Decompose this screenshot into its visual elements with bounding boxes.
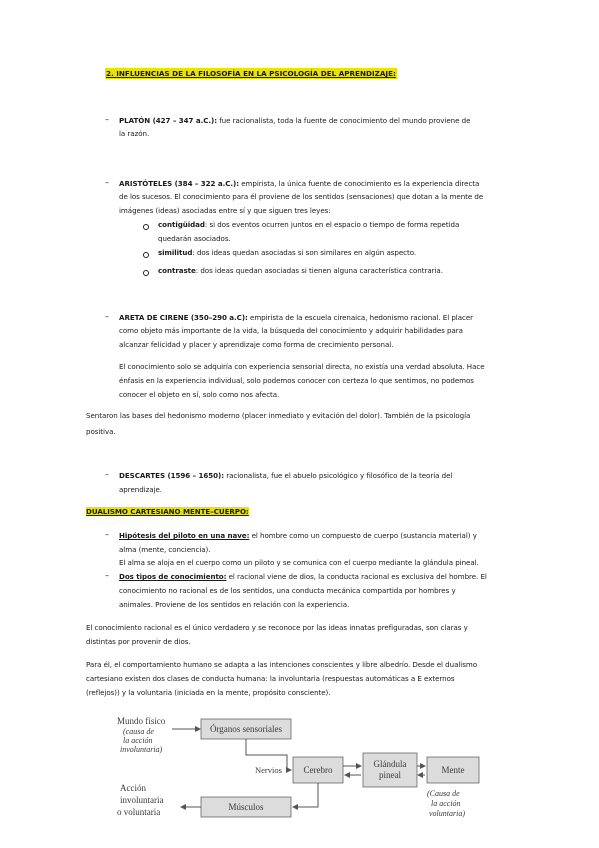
- descartes-name: DESCARTES (1596 – 1650):: [119, 471, 225, 480]
- sentaron-line-1: Sentaron las bases del hedonismo moderno (placer inmediato y evitación del dolor). También de la psicología: [86, 411, 471, 420]
- dash-bullet: –: [105, 115, 109, 124]
- mundo-label-1: Mundo físico: [117, 716, 166, 726]
- law-term: contraste: [158, 266, 196, 275]
- arrow-cerebro-musculos: [293, 783, 318, 807]
- paraEl-line-1: Para él, el comportamiento humano se adapta a las intenciones conscientes y libre albedrío. Desde el dualismo: [86, 660, 478, 669]
- platon-name: PLATÓN (427 – 347 a.C.):: [119, 116, 218, 125]
- platon-line-2: la razón.: [119, 129, 150, 138]
- tipos-term: Dos tipos de conocimiento:: [119, 572, 227, 581]
- dualismo-title-line: [86, 505, 249, 519]
- law-contiguidad: [158, 218, 459, 232]
- mundo-label-4: involuntaria): [120, 745, 163, 754]
- tipos-text-1: el racional viene de dios, la conducta racional es exclusiva del hombre. El: [226, 572, 487, 581]
- circle-bullet: [143, 252, 149, 258]
- musculos-label: Músculos: [228, 802, 264, 812]
- law-contiguidad-line-2: quedarán asociados.: [158, 234, 231, 243]
- circle-bullet: [143, 270, 149, 276]
- dash-bullet: –: [105, 312, 109, 321]
- piloto-line-3: El alma se aloja en el cuerpo como un piloto y se comunica con el cuerpo mediante la glándula pineal.: [119, 558, 479, 567]
- piloto-line-2: alma (mente, conciencia).: [119, 545, 211, 554]
- aristoteles-line-3: imágenes (ideas) asociadas entre sí y que siguen tres leyes:: [119, 206, 331, 215]
- accion-label-2: involuntaria: [120, 795, 164, 805]
- aristoteles-text-1: empirista, la única fuente de conocimiento es la experiencia directa: [239, 179, 480, 188]
- areta-line-1: [119, 311, 473, 325]
- dualism-diagram: [115, 715, 487, 825]
- platon-line-1: [119, 114, 470, 128]
- tipos-line-3: animales. Proviene de los sentidos en relación con la experiencia.: [119, 600, 350, 609]
- law-text: : dos ideas quedan asociadas si son similares en algún aspecto.: [192, 248, 417, 257]
- dash-bullet: –: [105, 178, 109, 187]
- circle-bullet: [143, 224, 149, 230]
- aristoteles-line-2: de los sucesos. El conocimiento para él proviene de los sentidos (sensaciones) que dotan a la mente de: [119, 192, 484, 201]
- piloto-text-1: el hombre como un compuesto de cuerpo (sustancia material) y: [249, 531, 477, 540]
- racional-line-2: distintas por provenir de dios.: [86, 637, 191, 646]
- areta-line-3: alcanzar felicidad y placer y aprendizaje como forma de crecimiento personal.: [119, 340, 394, 349]
- cerebro-label: Cerebro: [303, 765, 333, 775]
- law-similitud: [158, 246, 416, 260]
- descartes-text-1: racionalista, fue el abuelo psicológico y filosófico de la teoría del: [224, 471, 453, 480]
- law-text: : dos ideas quedan asociadas si tienen alguna característica contraria.: [195, 266, 443, 275]
- paraEl-line-3: (reflejos)) y la voluntaria (iniciada en la mente, propósito consciente).: [86, 688, 331, 697]
- causa-vol-label-1: (Causa de: [427, 789, 460, 798]
- aristoteles-line-1: [119, 177, 479, 191]
- areta-text-1: empirista de la escuela cirenaica, hedonismo racional. El placer: [247, 313, 474, 322]
- mente-label: Mente: [441, 765, 465, 775]
- platon-text-1: fue racionalista, toda la fuente de conocimiento del mundo proviene de: [217, 116, 471, 125]
- piloto-line-1: [119, 529, 477, 543]
- accion-label-3: o voluntaria: [117, 807, 161, 817]
- sentaron-line-2: positiva.: [86, 427, 116, 436]
- section-heading: 2. INFLUENCIAS DE LA FILOSOFÍA EN LA PSICOLOGÍA DEL APRENDIZAJE:: [106, 69, 396, 78]
- dash-bullet: –: [105, 530, 109, 539]
- glandula-label-1: Glándula: [373, 759, 407, 769]
- aristoteles-name: ARISTÓTELES (384 – 322 a.C.):: [119, 179, 240, 188]
- law-term: similitud: [158, 248, 193, 257]
- nervios-label: Nervios: [255, 765, 282, 775]
- descartes-line-1: [119, 469, 452, 483]
- tipos-line-1: [119, 570, 487, 584]
- accion-label-1: Acción: [120, 783, 146, 793]
- causa-vol-label-2: la acción: [431, 799, 461, 808]
- areta-p2-line-2: énfasis en la experiencia individual, solo podemos conocer con certeza lo que sentimos, no podemos: [119, 376, 474, 385]
- dash-bullet: –: [105, 470, 109, 479]
- descartes-line-2: aprendizaje.: [119, 485, 163, 494]
- law-contraste: [158, 264, 443, 278]
- dualismo-title: DUALISMO CARTESIANO MENTE–CUERPO:: [86, 507, 249, 516]
- piloto-term: Hipótesis del piloto en una nave:: [119, 531, 250, 540]
- areta-p2-line-1: El conocimiento solo se adquiría con experiencia sensorial directa, no existía una verdad absoluta. Hace: [119, 362, 485, 371]
- tipos-line-2: conocimiento no racional es de los sentidos, una conducta mecánica compartida por hombres y: [119, 586, 456, 595]
- law-text: : si dos eventos ocurren juntos en el espacio o tiempo de forma repetida: [204, 220, 460, 229]
- mundo-label-3: la acción: [123, 736, 153, 745]
- areta-line-2: como objeto más importante de la vida, la búsqueda del conocimiento y adquirir habilidades para: [119, 326, 463, 335]
- paraEl-line-2: cartesiano existen dos clases de conducta humana: la involuntaria (respuestas automáticas a E externos: [86, 674, 455, 683]
- racional-line-1: El conocimiento racional es el único verdadero y se reconoce por las ideas innatas prefiguradas, son claras y: [86, 623, 468, 632]
- causa-vol-label-3: voluntaria): [429, 809, 465, 818]
- areta-p2-line-3: conocer el objeto en sí, solo como nos afecta.: [119, 390, 280, 399]
- dash-bullet: –: [105, 571, 109, 580]
- organos-label: Órganos sensoriales: [209, 724, 283, 734]
- glandula-label-2: pineal: [379, 770, 401, 780]
- areta-name: ARETA DE CIRENE (350–290 a.C):: [119, 313, 248, 322]
- law-term: contigüidad: [158, 220, 205, 229]
- mundo-label-2: (causa de: [123, 727, 154, 736]
